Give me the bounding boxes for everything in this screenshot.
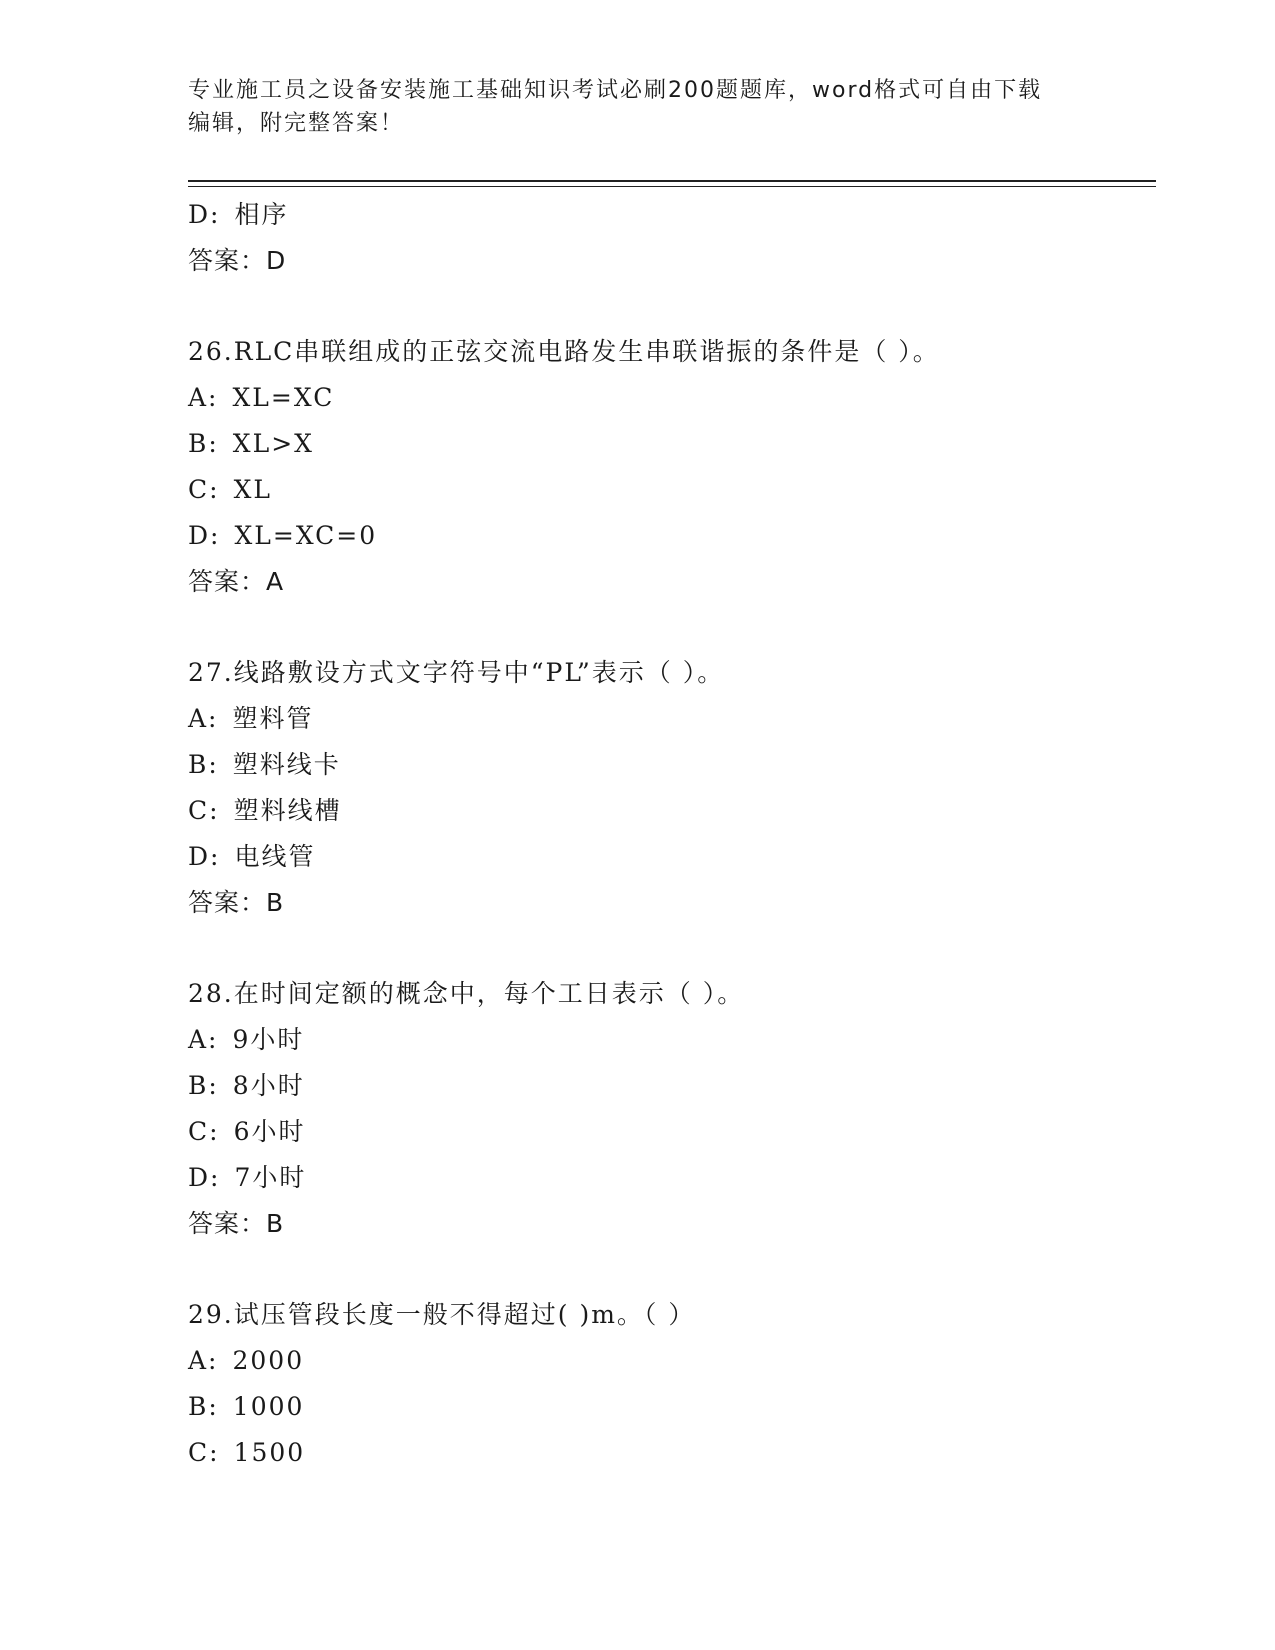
option-text: 9小时 (232, 1025, 305, 1054)
question-27 (188, 650, 1148, 926)
option-text: XL=XC (232, 383, 335, 412)
option-text: 1500 (233, 1438, 306, 1467)
option-letter: A: (188, 383, 219, 412)
question-28 (188, 971, 1148, 1247)
option-c (188, 1430, 1148, 1476)
question-list (188, 192, 1148, 1476)
option-d (188, 1155, 1148, 1201)
option-letter: C: (188, 1117, 220, 1146)
option-letter: D: (188, 1163, 221, 1192)
question-stem: 27.线路敷设方式文字符号中“PL”表示（ ）。 (188, 658, 725, 687)
answer-line: 答案：B (188, 888, 285, 917)
option-b (188, 742, 1148, 788)
option-a (188, 696, 1148, 742)
option-b (188, 421, 1148, 467)
option-letter: C: (188, 475, 220, 504)
question-26 (188, 329, 1148, 605)
option-letter: B: (188, 1392, 219, 1421)
answer-line: 答案：B (188, 1209, 285, 1238)
option-c (188, 467, 1148, 513)
option-letter: C: (188, 796, 220, 825)
option-c (188, 788, 1148, 834)
header-divider (188, 180, 1156, 187)
option-text: 7小时 (234, 1163, 307, 1192)
header-line-2: 编辑，附完整答案！ (188, 111, 405, 136)
option-d (188, 834, 1148, 880)
option-letter: A: (188, 704, 219, 733)
option-text: 1000 (232, 1392, 305, 1421)
answer-line: 答案：D (188, 246, 287, 275)
option-text: XL (233, 475, 272, 504)
option-text: XL=XC=0 (234, 521, 378, 550)
option-text: 相序 (234, 200, 289, 229)
option-text: 电线管 (234, 842, 316, 871)
option-letter: A: (188, 1346, 219, 1375)
option-d (188, 192, 1148, 238)
option-letter: B: (188, 750, 219, 779)
option-letter: D: (188, 842, 221, 871)
question-stem: 26.RLC串联组成的正弦交流电路发生串联谐振的条件是（ ）。 (188, 337, 940, 366)
option-text: 塑料线槽 (233, 796, 342, 825)
option-letter: C: (188, 1438, 220, 1467)
question-stem: 29.试压管段长度一般不得超过( )m。（ ） (188, 1300, 696, 1329)
question-stem: 28.在时间定额的概念中，每个工日表示（ ）。 (188, 979, 745, 1008)
option-letter: B: (188, 1071, 219, 1100)
option-letter: A: (188, 1025, 219, 1054)
option-a (188, 375, 1148, 421)
option-letter: B: (188, 429, 219, 458)
document-header (188, 74, 1068, 140)
option-d (188, 513, 1148, 559)
option-text: 塑料线卡 (232, 750, 341, 779)
option-text: 8小时 (232, 1071, 305, 1100)
option-letter: D: (188, 200, 221, 229)
option-letter: D: (188, 521, 221, 550)
option-text: 6小时 (233, 1117, 306, 1146)
option-text: XL>X (232, 429, 314, 458)
option-a (188, 1338, 1148, 1384)
answer-line: 答案：A (188, 567, 285, 596)
option-a (188, 1017, 1148, 1063)
option-b (188, 1063, 1148, 1109)
option-text: 塑料管 (232, 704, 314, 733)
option-c (188, 1109, 1148, 1155)
question-29 (188, 1292, 1148, 1476)
option-b (188, 1384, 1148, 1430)
option-text: 2000 (232, 1346, 305, 1375)
header-line-1: 专业施工员之设备安装施工基础知识考试必刷200题题库，word格式可自由下载 (188, 78, 1043, 103)
